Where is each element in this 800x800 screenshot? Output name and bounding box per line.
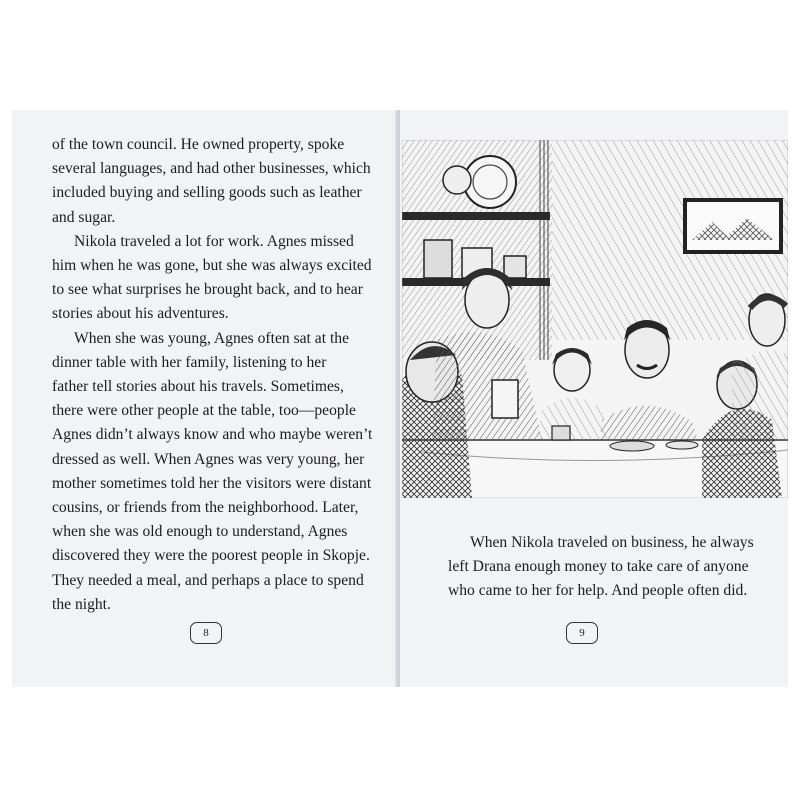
plate-icon	[464, 156, 516, 208]
cupboard-post	[537, 140, 551, 360]
text-line: who came to her for help. And people often did.	[448, 582, 748, 600]
paragraph-continuation	[52, 133, 372, 230]
bowl-icon	[610, 441, 654, 451]
text-line: dinner table with her family, listening to her	[52, 353, 327, 371]
figure-woman-right	[732, 350, 788, 440]
text-line: him when he was gone, but she was always excited	[52, 257, 372, 275]
paragraph-nikola-business	[448, 531, 754, 604]
cup-icon	[504, 256, 526, 278]
right-page	[400, 110, 788, 687]
plate-small-icon	[443, 166, 471, 194]
text-line: when she was old enough to understand, Agnes	[52, 523, 348, 541]
text-line: included buying and selling goods such as leather	[52, 184, 362, 202]
text-line: father tell stories about his travels. Sometimes,	[52, 378, 344, 396]
dish-icon	[666, 441, 698, 449]
text-line: cousins, or friends from the neighborhood. Later,	[52, 499, 359, 517]
page-number-left: 8	[190, 622, 222, 644]
text-line: stories about his adventures.	[52, 305, 229, 323]
family-dinner-illustration	[402, 140, 788, 498]
text-line: dressed as well. When Agnes was very young, her	[52, 450, 365, 468]
text-line: there were other people at the table, too—people	[52, 402, 356, 420]
text-line: They needed a meal, and perhaps a place to spend	[52, 571, 364, 589]
page-number-right: 9	[566, 622, 598, 644]
text-line: Nikola traveled a lot for work. Agnes missed	[74, 232, 354, 250]
text-line: mother sometimes told her the visitors were distant	[52, 474, 372, 492]
text-line: several languages, and had other businesses, which	[52, 160, 371, 178]
jar-icon	[424, 240, 452, 278]
jug-icon	[492, 380, 518, 418]
picture-frame	[685, 200, 781, 252]
open-book	[12, 110, 788, 687]
text-line: the night.	[52, 595, 111, 613]
text-line: When she was young, Agnes often sat at the	[74, 329, 349, 347]
text-line: to see what surprises he brought back, and to hear	[52, 281, 363, 299]
text-line: discovered they were the poorest people in Skopje.	[52, 547, 370, 565]
shelf-top	[402, 212, 550, 220]
text-line: left Drana enough money to take care of anyone	[448, 558, 749, 576]
left-page-text	[52, 133, 372, 617]
paragraph-nikola-travels	[52, 230, 372, 327]
paragraph-dinner-table	[52, 327, 372, 617]
glass-icon	[552, 426, 570, 440]
text-line: of the town council. He owned property, spoke	[52, 136, 345, 153]
right-page-text	[448, 531, 754, 604]
text-line: and sugar.	[52, 208, 116, 226]
left-page	[12, 110, 397, 687]
text-line: When Nikola traveled on business, he always	[470, 534, 754, 551]
text-line: Agnes didn’t always know and who maybe weren’t	[52, 426, 373, 444]
